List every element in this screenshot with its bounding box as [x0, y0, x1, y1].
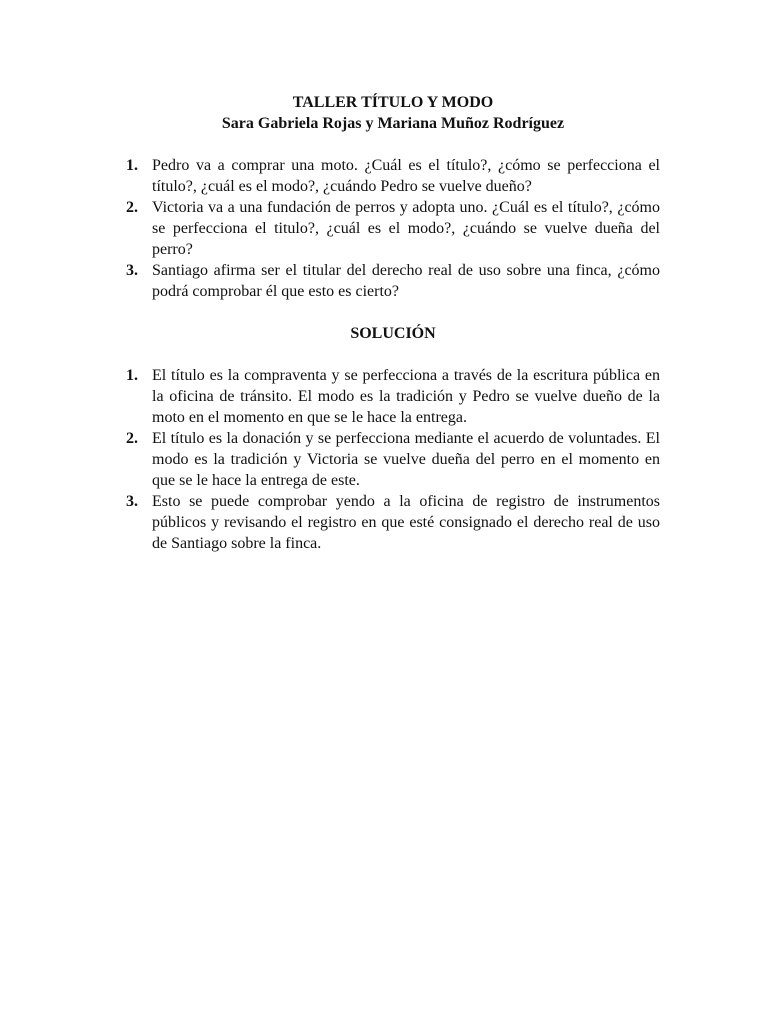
- answer-text: Esto se puede comprobar yendo a la oficina de registro de instrumentos públicos y revisando el registro en que esté consignado el derecho real de uso de Santiago sobre la finca.: [152, 493, 660, 552]
- question-item: [126, 260, 660, 302]
- answer-number: 1.: [126, 367, 138, 384]
- questions-list: [126, 155, 660, 302]
- document-authors: Sara Gabriela Rojas y Mariana Muñoz Rodríguez: [221, 115, 565, 132]
- solution-heading: SOLUCIÓN: [350, 325, 436, 342]
- question-text: Victoria va a una fundación de perros y adopta uno. ¿Cuál es el título?, ¿cómo se perfecciona el titulo?, ¿cuál es el modo?, ¿cuándo se vuelve dueña del perro?: [152, 199, 660, 258]
- answer-item: [126, 428, 660, 491]
- answer-item: [126, 365, 660, 428]
- question-text: Santiago afirma ser el titular del derecho real de uso sobre una finca, ¿cómo podrá comprobar él que esto es cierto?: [152, 262, 660, 300]
- answer-text: El título es la compraventa y se perfecciona a través de la escritura pública en la oficina de tránsito. El modo es la tradición y Pedro se vuelve dueño de la moto en el momento en que se le hace la entrega.: [152, 367, 660, 426]
- answers-list: [126, 365, 660, 554]
- document-title: TALLER TÍTULO Y MODO: [292, 94, 494, 111]
- question-number: 1.: [126, 157, 138, 174]
- question-text: Pedro va a comprar una moto. ¿Cuál es el título?, ¿cómo se perfecciona el título?, ¿cuál es el modo?, ¿cuándo Pedro se vuelve dueño?: [152, 157, 660, 195]
- question-item: [126, 155, 660, 197]
- question-item: [126, 197, 660, 260]
- question-number: 3.: [126, 262, 138, 279]
- question-number: 2.: [126, 199, 138, 216]
- answer-number: 3.: [126, 493, 138, 510]
- answer-item: [126, 491, 660, 554]
- answer-text: El título es la donación y se perfecciona mediante el acuerdo de voluntades. El modo es la tradición y Victoria se vuelve dueña del perro en el momento en que se le hace la entrega de este.: [152, 430, 660, 489]
- document-body: [126, 92, 660, 554]
- answer-number: 2.: [126, 430, 138, 447]
